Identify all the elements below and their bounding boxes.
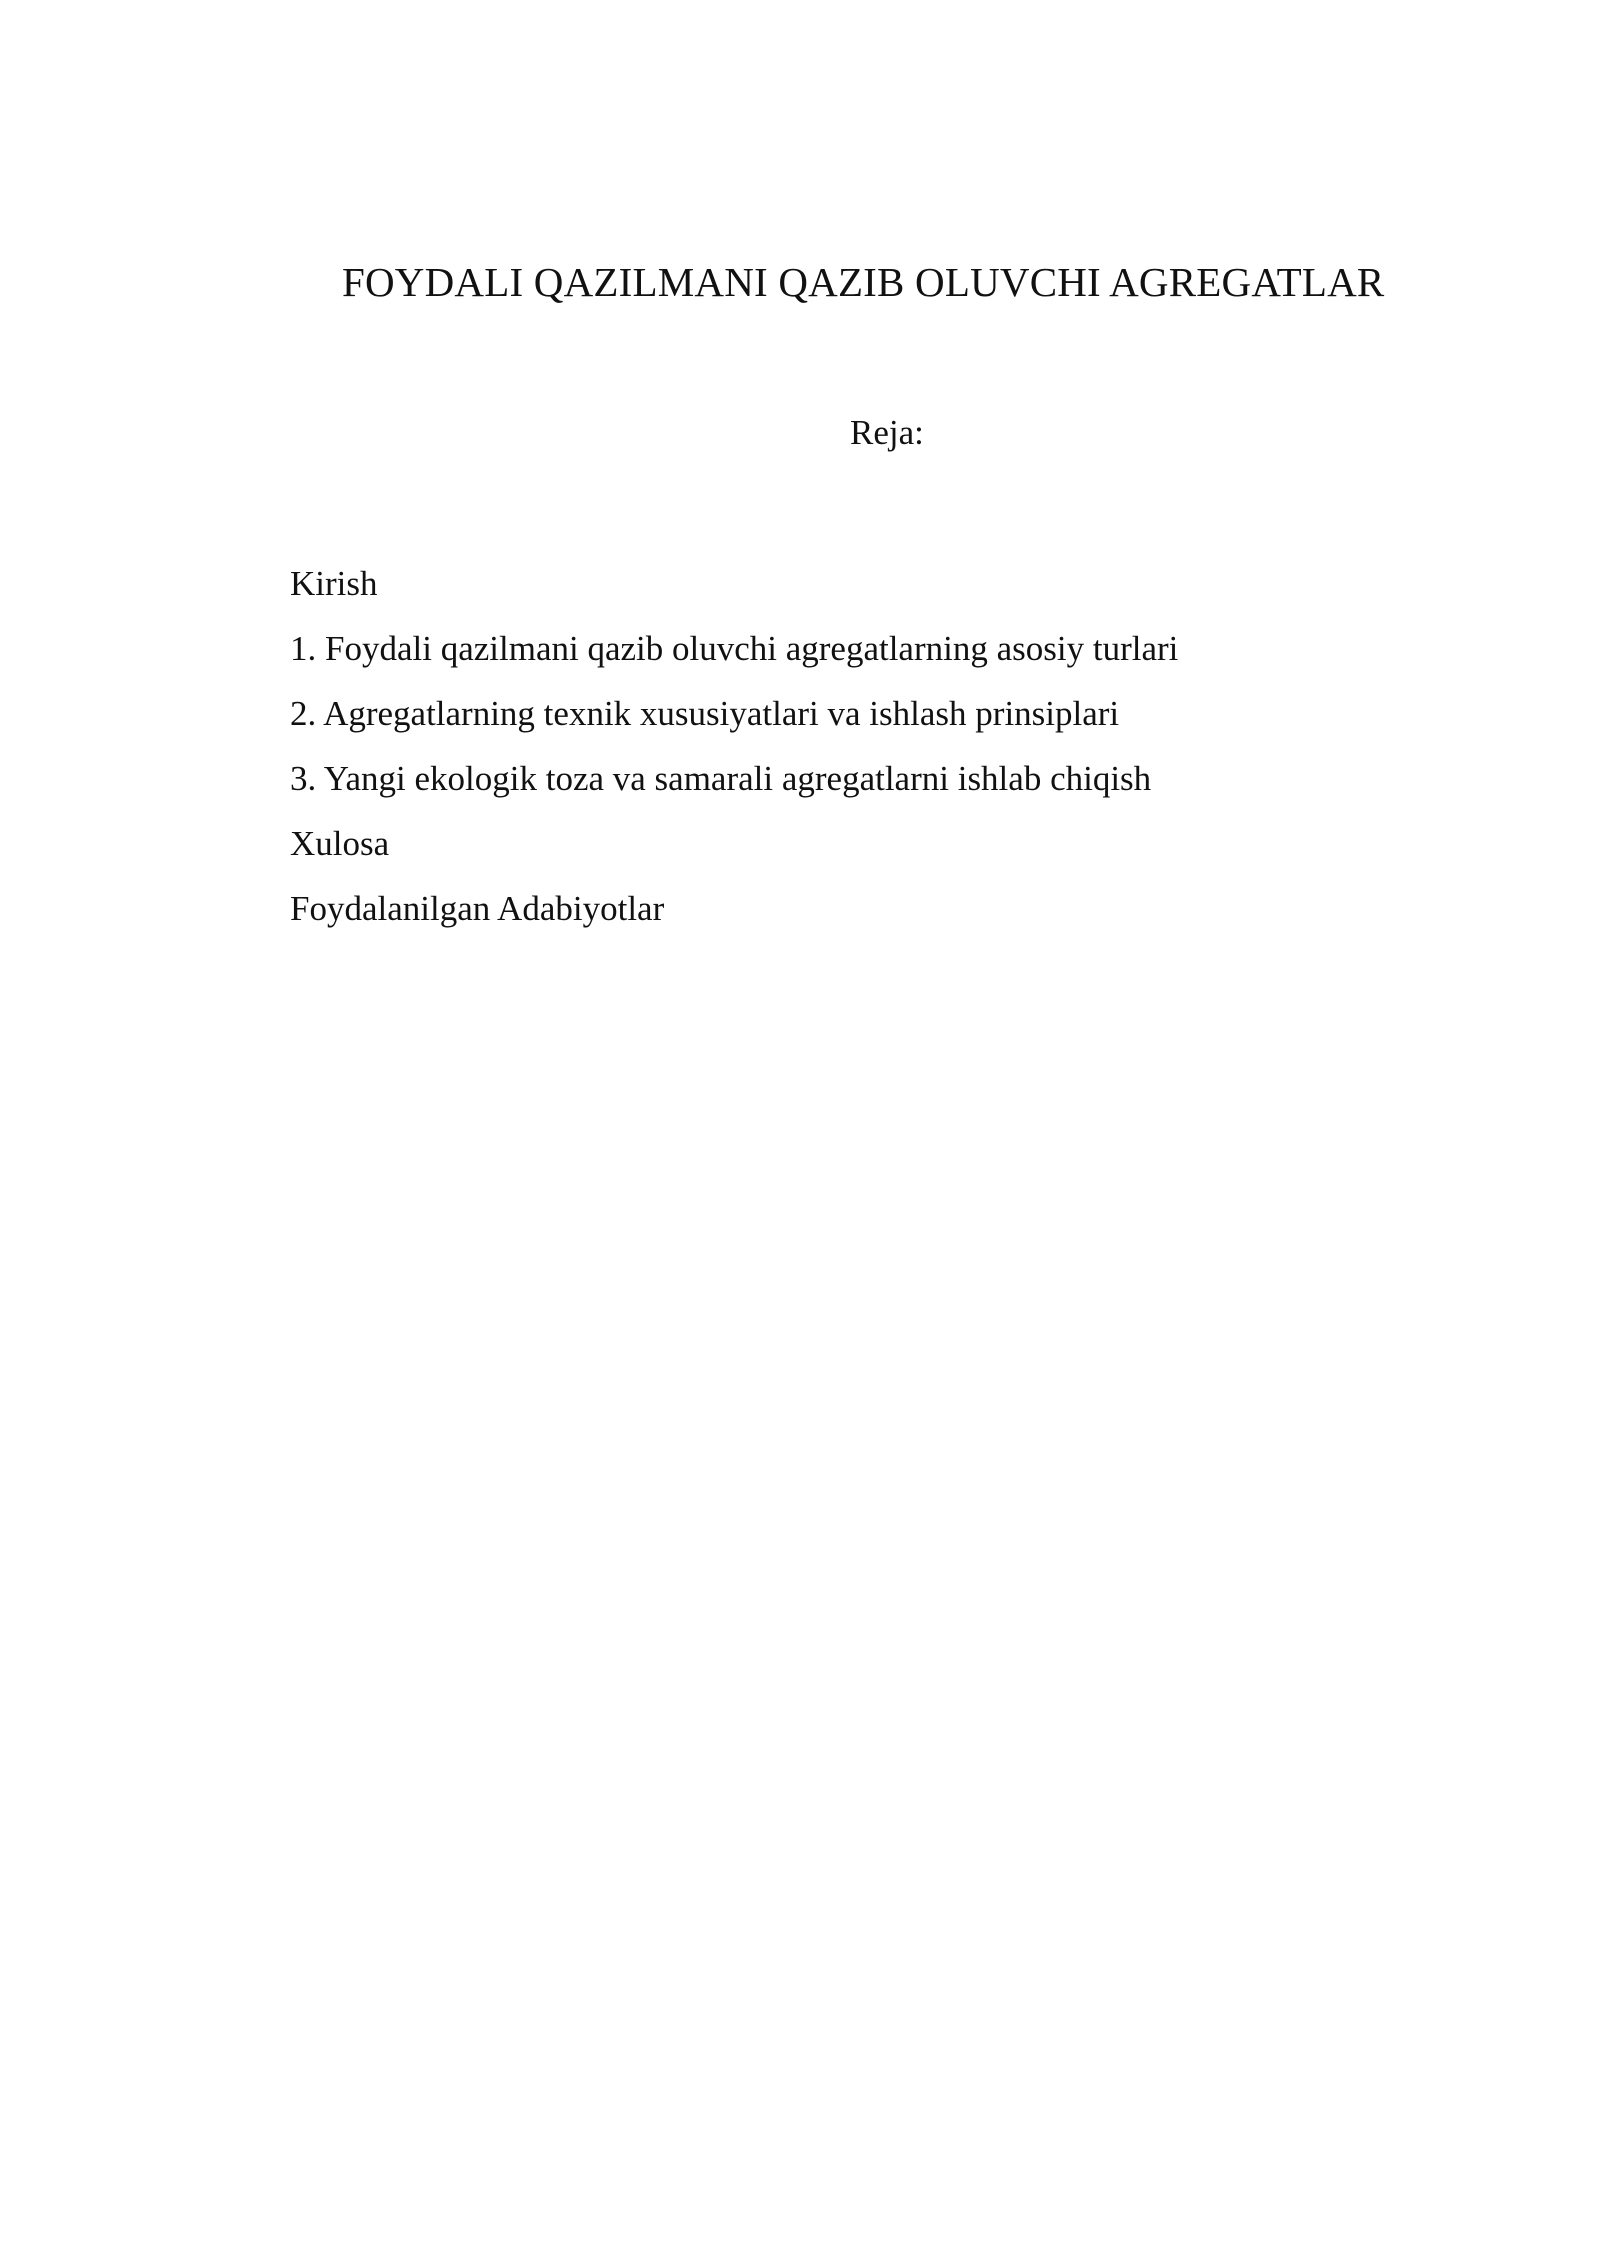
plan-item-conclusion: Xulosa [290, 824, 390, 863]
plan-item-introduction: Kirish [290, 564, 378, 603]
plan-item-references: Foydalanilgan Adabiyotlar [290, 889, 665, 928]
document-title: FOYDALI QAZILMANI QAZIB OLUVCHI AGREGATLAR [342, 259, 1385, 305]
plan-list [290, 562, 1178, 952]
plan-item-1: 1. Foydali qazilmani qazib oluvchi agregatlarning asosiy turlari [290, 629, 1179, 668]
plan-item-3: 3. Yangi ekologik toza va samarali agregatlarni ishlab chiqish [290, 759, 1152, 798]
plan-heading: Reja: [850, 413, 924, 452]
plan-item-2: 2. Agregatlarning texnik xususiyatlari va ishlash prinsiplari [290, 694, 1120, 733]
